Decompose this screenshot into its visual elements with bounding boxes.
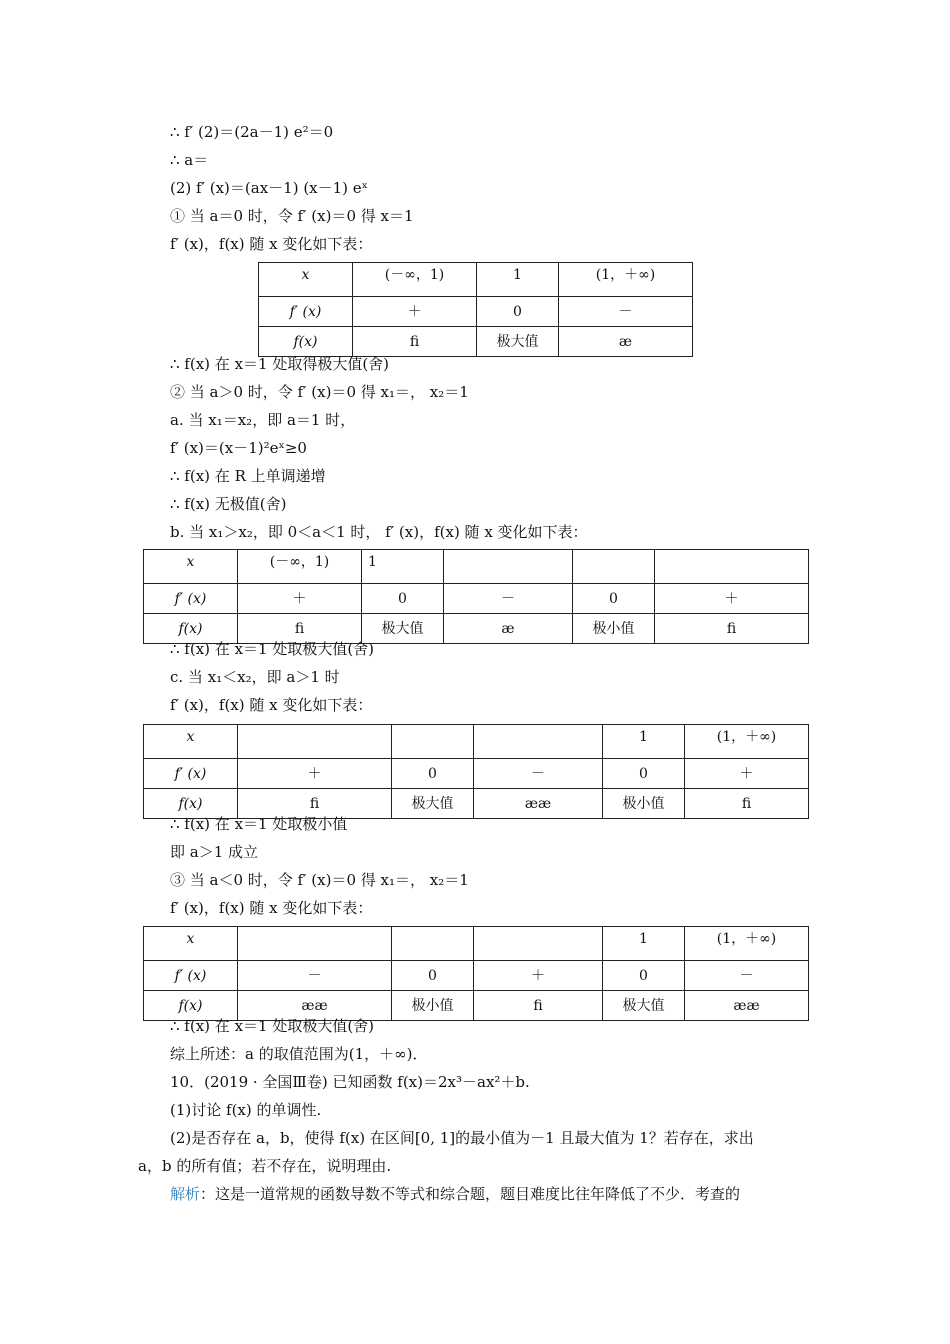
table-cell: æ [444, 614, 573, 644]
table-cell: ＋ [353, 297, 477, 327]
table-cell: (1，＋∞) [559, 263, 693, 297]
table-cell: f(x) [259, 327, 353, 357]
table-cell: 极大值 [477, 327, 559, 357]
table-cell: f′ (x) [259, 297, 353, 327]
solution-label: 解析 [170, 1185, 201, 1203]
table-cell: f(x) [144, 789, 238, 819]
table-cell: ææ [474, 789, 603, 819]
text-line: (1)讨论 f(x) 的单调性. [170, 1101, 322, 1119]
text-line: ② 当 a＞0 时，令 f′ (x)＝0 得 x₁＝， x₂＝1 [170, 383, 469, 401]
table-cell: － [559, 297, 693, 327]
table-cell: ﬁ [353, 327, 477, 357]
text-line: ① 当 a＝0 时，令 f′ (x)＝0 得 x＝1 [170, 207, 414, 225]
table-cell: x [259, 263, 353, 297]
table-cell: 0 [603, 961, 685, 991]
table-cell: (－∞，1) [353, 263, 477, 297]
table-cell: 1 [603, 725, 685, 759]
table-cell: 0 [603, 759, 685, 789]
table-cell: ＋ [238, 584, 362, 614]
table-cell: ææ [238, 991, 392, 1021]
table-cell [392, 725, 474, 759]
table-cell: f(x) [144, 991, 238, 1021]
table-cell [474, 927, 603, 961]
text-line: a. 当 x₁＝x₂，即 a＝1 时， [170, 411, 356, 429]
text-line: 即 a＞1 成立 [170, 843, 259, 861]
text-line: ∴ f(x) 在 x＝1 处取得极大值(舍) [170, 355, 390, 373]
text-line: b. 当 x₁＞x₂，即 0＜a＜1 时， f′ (x)，f(x) 随 x 变化如下表： [170, 523, 588, 541]
table-cell: 0 [392, 759, 474, 789]
problem-title: 10．(2019 · 全国Ⅲ卷) 已知函数 f(x)＝2x³－ax²＋b. [170, 1073, 530, 1091]
table-cell: (1，＋∞) [685, 927, 809, 961]
solution-text: ：这是一道常规的函数导数不等式和综合题，题目难度比往年降低了不少．考查的 [200, 1185, 741, 1203]
variation-table-1 [258, 262, 693, 357]
table-cell: f′ (x) [144, 961, 238, 991]
table-cell: f′ (x) [144, 759, 238, 789]
text-line: ∴ f(x) 在 x＝1 处取极小值 [170, 815, 348, 833]
variation-table-3 [143, 724, 809, 819]
table-cell: ＋ [474, 961, 603, 991]
table-cell: 极小值 [603, 789, 685, 819]
table-cell: x [144, 725, 238, 759]
table-cell: 极大值 [362, 614, 444, 644]
table-cell: 1 [477, 263, 559, 297]
text-line: ∴ a＝ [170, 151, 209, 169]
variation-table-4 [143, 926, 809, 1021]
text-line: (2)是否存在 a，b，使得 f(x) 在区间[0, 1]的最小值为－1 且最大值为 1？若存在，求出 [170, 1129, 754, 1147]
table-cell: ﬁ [655, 614, 809, 644]
variation-table-2 [143, 549, 809, 644]
table-cell: ﬁ [474, 991, 603, 1021]
table-cell: ﬁ [238, 614, 362, 644]
table-cell: ＋ [655, 584, 809, 614]
table-cell: f(x) [144, 614, 238, 644]
text-line: f′ (x)＝(x－1)²eˣ≥0 [170, 439, 307, 457]
table-cell: 0 [392, 961, 474, 991]
text-line: f′ (x)，f(x) 随 x 变化如下表： [170, 235, 373, 253]
table-cell: x [144, 550, 238, 584]
table-cell: (－∞，1) [238, 550, 362, 584]
text-line: 综上所述：a 的取值范围为(1，＋∞)． [170, 1045, 428, 1063]
table-cell: － [685, 961, 809, 991]
table-cell [444, 550, 573, 584]
table-cell [392, 927, 474, 961]
table-cell: 极小值 [392, 991, 474, 1021]
table-cell [655, 550, 809, 584]
table-cell: ＋ [238, 759, 392, 789]
table-cell: 极大值 [603, 991, 685, 1021]
table-cell: 极大值 [392, 789, 474, 819]
table-cell: － [474, 759, 603, 789]
table-cell: æ [559, 327, 693, 357]
table-cell: － [238, 961, 392, 991]
table-cell: ææ [685, 991, 809, 1021]
table-cell [573, 550, 655, 584]
text-line: ∴ f′ (2)＝(2a－1) e²＝0 [170, 123, 334, 141]
text-line: c. 当 x₁＜x₂，即 a＞1 时 [170, 668, 340, 686]
solution-line [170, 1184, 740, 1204]
table-cell: 0 [362, 584, 444, 614]
text-line: ∴ f(x) 在 R 上单调递增 [170, 467, 326, 485]
text-line: a，b 的所有值；若不存在，说明理由. [138, 1157, 392, 1175]
text-line: (2) f′ (x)＝(ax－1) (x－1) eˣ [170, 179, 369, 197]
table-cell [238, 725, 392, 759]
table-cell: x [144, 927, 238, 961]
text-line: ∴ f(x) 在 x＝1 处取极大值(舍) [170, 1017, 375, 1035]
table-cell: 0 [477, 297, 559, 327]
table-cell [238, 927, 392, 961]
table-cell [474, 725, 603, 759]
table-cell: ﬁ [685, 789, 809, 819]
table-cell: (1，＋∞) [685, 725, 809, 759]
table-cell: 极小值 [573, 614, 655, 644]
text-line: ∴ f(x) 无极值(舍) [170, 495, 287, 513]
table-cell: － [444, 584, 573, 614]
table-cell: ＋ [685, 759, 809, 789]
table-cell: f′ (x) [144, 584, 238, 614]
text-line: f′ (x)，f(x) 随 x 变化如下表： [170, 899, 373, 917]
table-cell: ﬁ [238, 789, 392, 819]
table-cell: 1 [603, 927, 685, 961]
text-line: f′ (x)，f(x) 随 x 变化如下表： [170, 696, 373, 714]
text-line: ∴ f(x) 在 x＝1 处取极大值(舍) [170, 640, 375, 658]
table-cell: 0 [573, 584, 655, 614]
text-line: ③ 当 a＜0 时，令 f′ (x)＝0 得 x₁＝， x₂＝1 [170, 871, 469, 889]
table-cell: 1 [362, 550, 444, 584]
